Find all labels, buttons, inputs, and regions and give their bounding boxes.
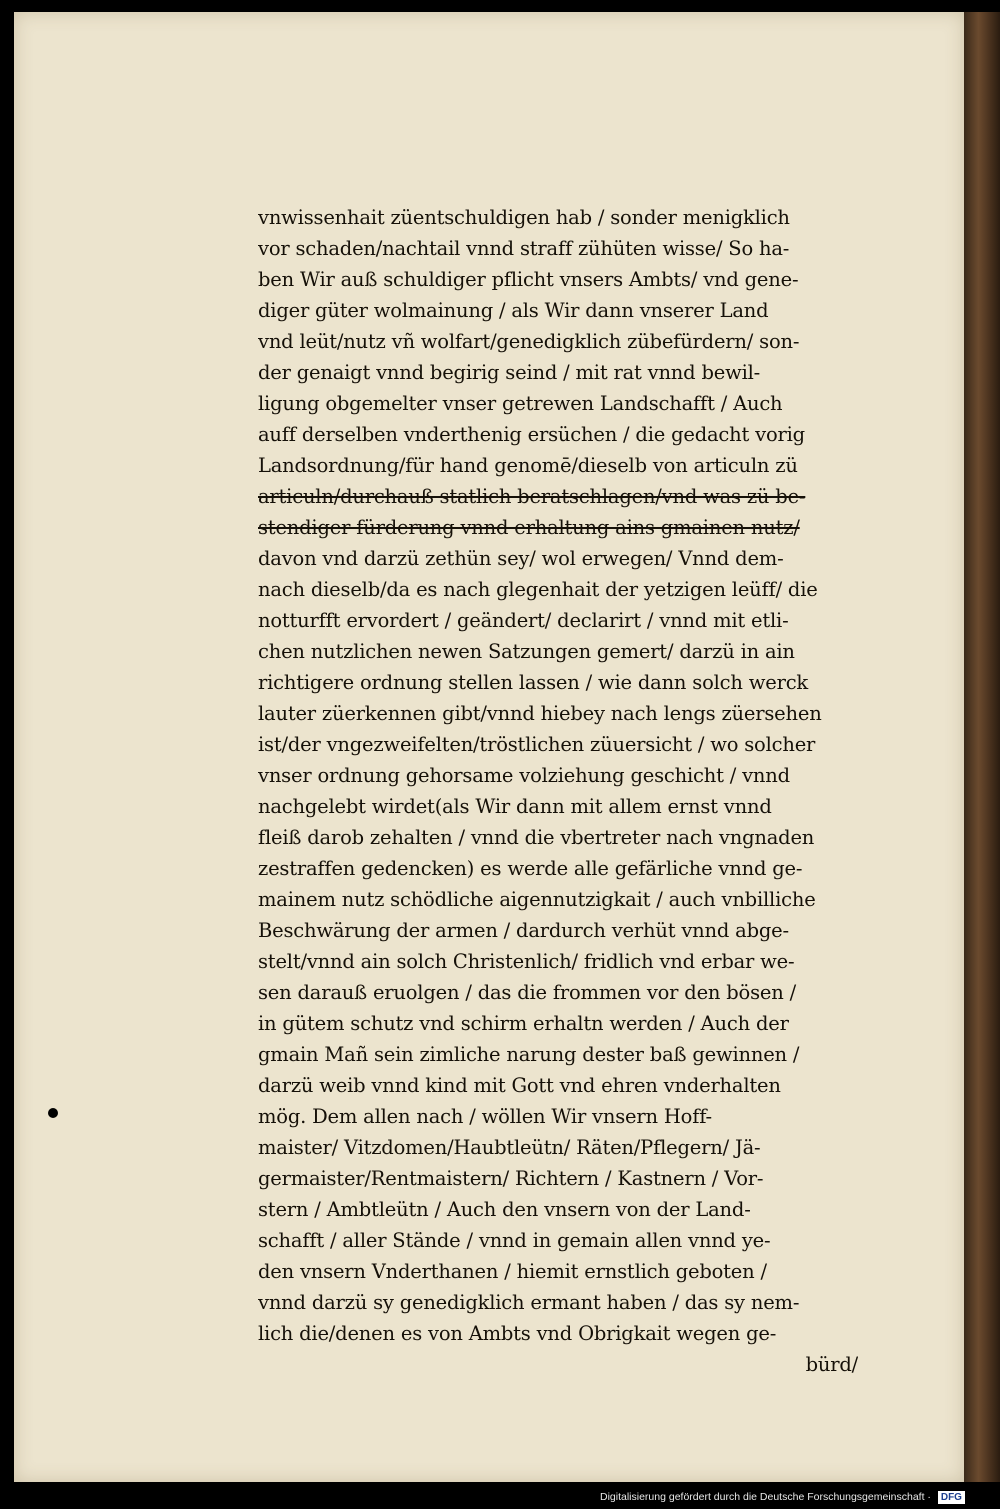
text-line: notturfft ervordert / geändert/ declarirt / vnnd mit etli- [258,609,789,632]
text-line-struck: articuln/durchauß statlich beratschlagen/vnd was zü be- [258,485,806,508]
text-line: diger güter wolmainung / als Wir dann vnserer Land [258,299,769,322]
text-line-marked: auff derselben vnderthenig ersüchen / die gedacht vorig [258,423,805,446]
catchword: bürd/ [805,1353,858,1376]
text-line: nachgelebt wirdet(als Wir dann mit allem ernst vnnd [258,795,772,818]
text-line: stelt/vnnd ain solch Christenlich/ fridlich vnd erbar we- [258,950,795,973]
digitization-credit [600,1487,965,1507]
text-line: vnser ordnung gehorsame volziehung geschicht / vnnd [258,764,790,787]
book-spine-edge [964,12,1000,1482]
text-line: schafft / aller Stände / vnnd in gemain allen vnnd ye- [258,1229,771,1252]
text-line: mög. Dem allen nach / wöllen Wir vnsern Hoff- [258,1105,712,1128]
text-line: darzü weib vnnd kind mit Gott vnd ehren vnderhalten [258,1074,781,1097]
text-line: germaister/Rentmaistern/ Richtern / Kastnern / Vor- [258,1167,764,1190]
text-line: vnwissenhait züentschuldigen hab / sonder menigklich [258,206,790,229]
text-line-struck: stendiger fürderung vnnd erhaltung ains gmainen nutz/ [258,516,800,539]
text-line: richtigere ordnung stellen lassen / wie dann solch werck [258,671,809,694]
text-line: vnd leüt/nutz vñ wolfart/genedigklich zübefürdern/ son- [258,330,800,353]
text-line: mainem nutz schödliche aigennutzigkait / auch vnbilliche [258,888,816,911]
text-line: zestraffen gedencken) es werde alle gefärliche vnnd ge- [258,857,803,880]
credit-text: Digitalisierung gefördert durch die Deutsche Forschungsgemeinschaft · [600,1491,931,1503]
text-line: in gütem schutz vnd schirm erhaltn werden / Auch der [258,1012,789,1035]
text-line: fleiß darob zehalten / vnnd die vbertreter nach vngnaden [258,826,815,849]
page-text [258,202,858,1380]
ink-dot-mark [48,1108,58,1118]
text-line: der genaigt vnnd begirig seind / mit rat vnnd bewil- [258,361,761,384]
text-line: chen nutzlichen newen Satzungen gemert/ darzü in ain [258,640,795,663]
text-line: vor schaden/nachtail vnnd straff zühüten wisse/ So ha- [258,237,790,260]
text-line-marked: Landsordnung/für hand genomē/dieselb von articuln zü [258,454,798,477]
text-line: ben Wir auß schuldiger pflicht vnsers Ambts/ vnd gene- [258,268,799,291]
text-line: den vnsern Vnderthanen / hiemit ernstlich geboten / [258,1260,767,1283]
text-line: lauter züerkennen gibt/vnnd hiebey nach lengs züersehen [258,702,822,725]
text-line: nach dieselb/da es nach glegenhait der yetzigen leüff/ die [258,578,818,601]
text-line: vnnd darzü sy genedigklich ermant haben / das sy nem- [258,1291,800,1314]
text-line-marked: ligung obgemelter vnser getrewen Landschafft / Auch [258,392,783,415]
text-line: sen darauß eruolgen / das die frommen vor den bösen / [258,981,796,1004]
text-line: lich die/denen es von Ambts vnd Obrigkait wegen ge- [258,1322,777,1345]
text-line-marked: davon vnd darzü zethün sey/ wol erwegen/ Vnnd dem- [258,547,784,570]
text-line: maister/ Vitzdomen/Haubtleütn/ Räten/Pflegern/ Jä- [258,1136,761,1159]
text-line: stern / Ambtleütn / Auch den vnsern von der Land- [258,1198,751,1221]
text-line: gmain Mañ sein zimliche narung dester baß gewinnen / [258,1043,800,1066]
text-line: ist/der vngezweifelten/tröstlichen züuersicht / wo solcher [258,733,816,756]
text-line: Beschwärung der armen / dardurch verhüt vnnd abge- [258,919,789,942]
dfg-logo: DFG [938,1491,965,1504]
